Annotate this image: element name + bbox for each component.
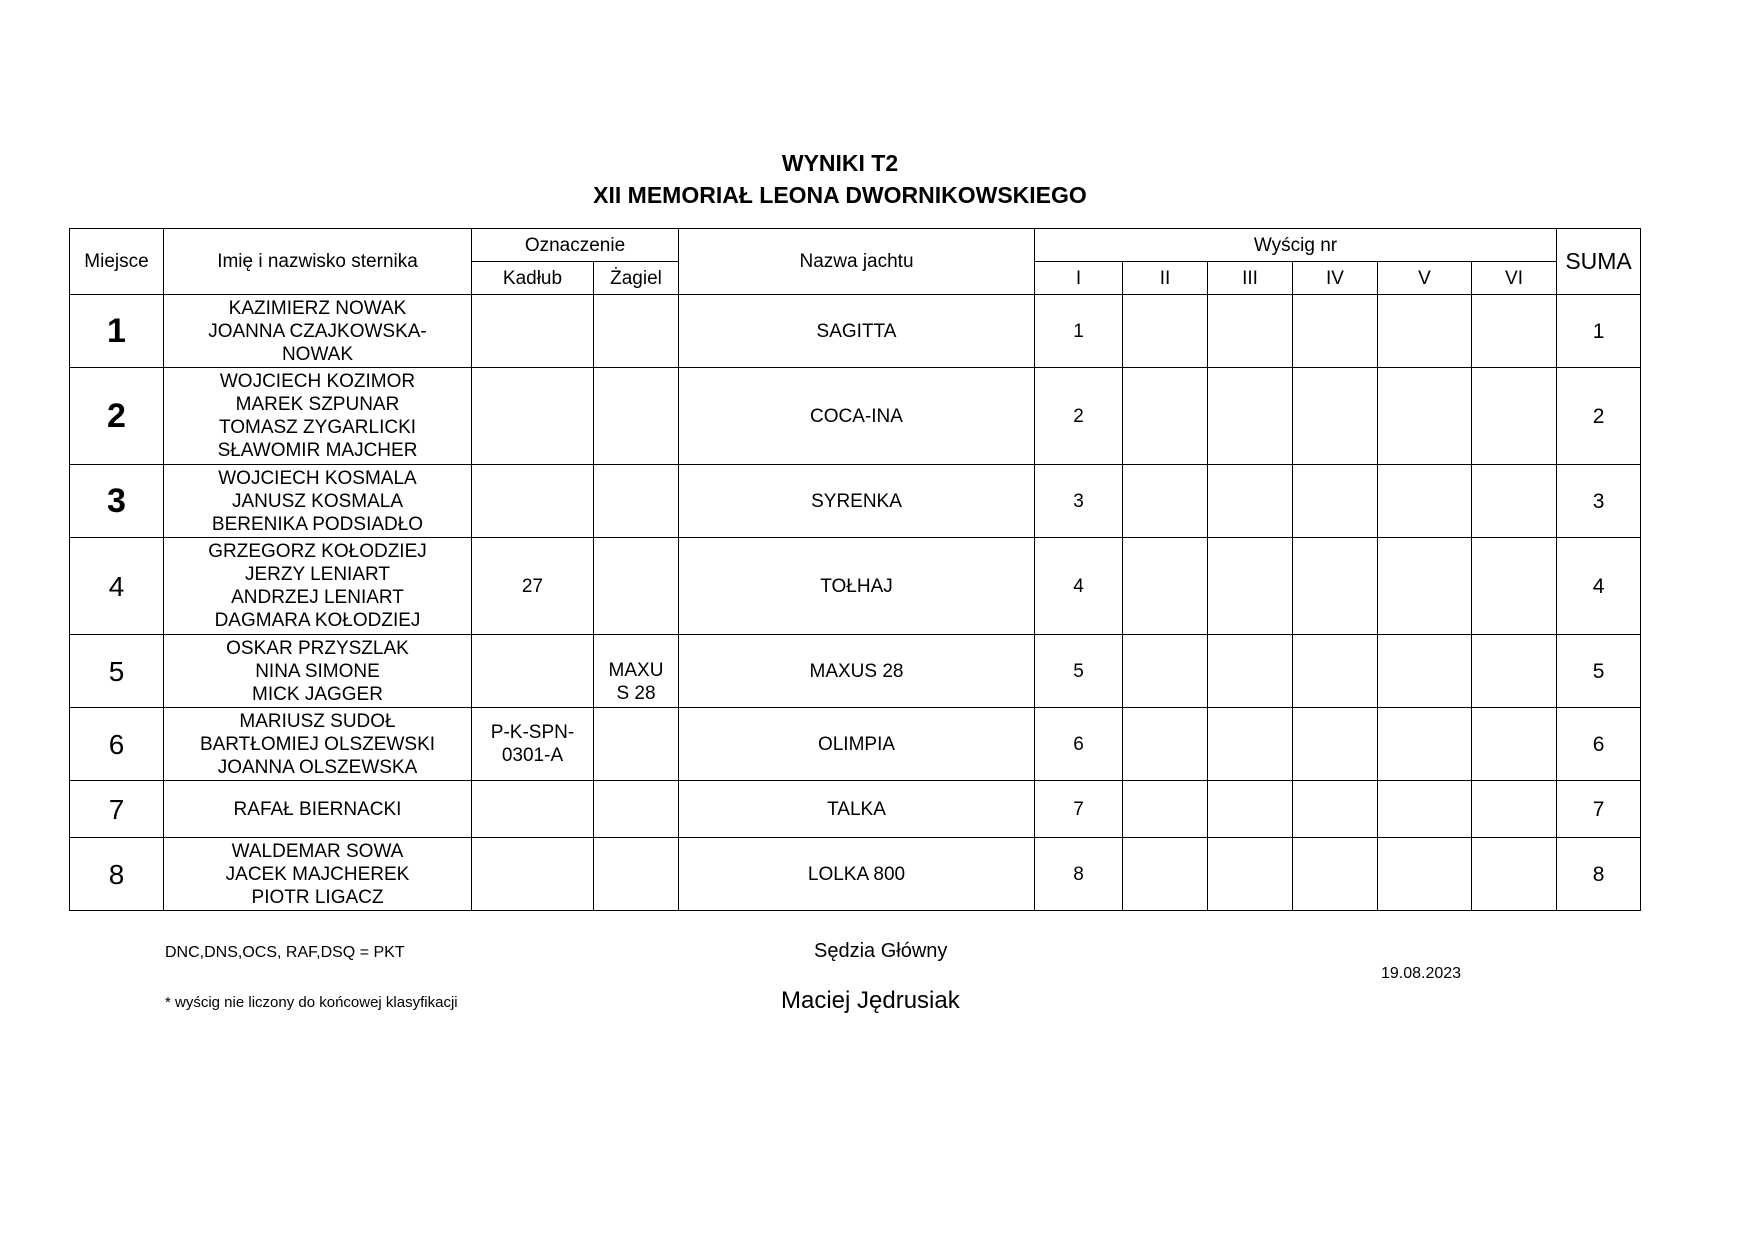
document-title: WYNIKI T2 — [781, 150, 899, 176]
table-row — [70, 368, 1641, 465]
race-cell — [1293, 838, 1378, 911]
place-cell: 4 — [70, 538, 164, 635]
document-date: 19.08.2023 — [1381, 965, 1462, 982]
race-cell — [1293, 368, 1378, 465]
race-cell — [1293, 295, 1378, 368]
judge-title: Sędzia Główny — [814, 940, 948, 962]
sum-cell: 7 — [1557, 781, 1641, 838]
race-cell — [1472, 465, 1557, 538]
hull-cell: P-K-SPN- 0301-A — [472, 708, 594, 781]
crew-cell: GRZEGORZ KOŁODZIEJ JERZY LENIART ANDRZEJ LENIART DAGMARA KOŁODZIEJ — [164, 538, 472, 635]
header-race-1: I — [1035, 262, 1123, 295]
race-cell: 3 — [1035, 465, 1123, 538]
hull-cell — [472, 635, 594, 708]
yacht-cell: LOLKA 800 — [679, 838, 1035, 911]
place-cell: 2 — [70, 368, 164, 465]
race-cell: 8 — [1035, 838, 1123, 911]
header-race-3: III — [1208, 262, 1293, 295]
header-race-2: II — [1123, 262, 1208, 295]
race-cell — [1123, 635, 1208, 708]
race-cell — [1208, 538, 1293, 635]
header-race-4: IV — [1293, 262, 1378, 295]
race-cell — [1378, 708, 1472, 781]
yacht-cell: SYRENKA — [679, 465, 1035, 538]
race-cell — [1472, 635, 1557, 708]
race-cell — [1378, 838, 1472, 911]
sail-cell: MAXU S 28 — [594, 635, 679, 708]
hull-cell — [472, 781, 594, 838]
crew-cell: KAZIMIERZ NOWAK JOANNA CZAJKOWSKA- NOWAK — [164, 295, 472, 368]
yacht-cell: SAGITTA — [679, 295, 1035, 368]
race-cell — [1378, 781, 1472, 838]
race-cell — [1472, 295, 1557, 368]
yacht-cell: MAXUS 28 — [679, 635, 1035, 708]
race-cell — [1208, 635, 1293, 708]
penalty-legend: DNC,DNS,OCS, RAF,DSQ = PKT — [165, 944, 405, 961]
hull-cell — [472, 368, 594, 465]
header-row-1 — [70, 229, 1641, 262]
race-cell — [1472, 708, 1557, 781]
race-cell — [1208, 465, 1293, 538]
race-cell — [1123, 295, 1208, 368]
hull-cell: 27 — [472, 538, 594, 635]
header-marking: Oznaczenie — [472, 229, 679, 262]
sum-cell: 5 — [1557, 635, 1641, 708]
place-cell: 6 — [70, 708, 164, 781]
document-subtitle: XII MEMORIAŁ LEONA DWORNIKOWSKIEGO — [593, 182, 1087, 208]
crew-cell: WOJCIECH KOZIMOR MAREK SZPUNAR TOMASZ ZYGARLICKI SŁAWOMIR MAJCHER — [164, 368, 472, 465]
header-race-6: VI — [1472, 262, 1557, 295]
table-row — [70, 295, 1641, 368]
race-cell: 2 — [1035, 368, 1123, 465]
crew-cell: OSKAR PRZYSZLAK NINA SIMONE MICK JAGGER — [164, 635, 472, 708]
sum-cell: 3 — [1557, 465, 1641, 538]
header-race-5: V — [1378, 262, 1472, 295]
crew-cell: MARIUSZ SUDOŁ BARTŁOMIEJ OLSZEWSKI JOANNA OLSZEWSKA — [164, 708, 472, 781]
race-cell: 7 — [1035, 781, 1123, 838]
results-table — [69, 228, 1641, 911]
race-cell — [1293, 781, 1378, 838]
hull-cell — [472, 295, 594, 368]
header-hull: Kadłub — [472, 262, 594, 295]
race-cell: 4 — [1035, 538, 1123, 635]
sail-cell — [594, 538, 679, 635]
table-row — [70, 781, 1641, 838]
sail-cell — [594, 465, 679, 538]
yacht-cell: COCA-INA — [679, 368, 1035, 465]
sum-cell: 2 — [1557, 368, 1641, 465]
race-cell — [1472, 781, 1557, 838]
race-cell — [1208, 708, 1293, 781]
race-cell — [1208, 781, 1293, 838]
hull-cell — [472, 465, 594, 538]
sail-cell — [594, 368, 679, 465]
header-race: Wyścig nr — [1035, 229, 1557, 262]
yacht-cell: OLIMPIA — [679, 708, 1035, 781]
race-cell — [1378, 465, 1472, 538]
table-row — [70, 635, 1641, 708]
race-cell — [1378, 635, 1472, 708]
place-cell: 3 — [70, 465, 164, 538]
sum-cell: 4 — [1557, 538, 1641, 635]
sum-cell: 6 — [1557, 708, 1641, 781]
sum-cell: 1 — [1557, 295, 1641, 368]
place-cell: 1 — [70, 295, 164, 368]
place-cell: 7 — [70, 781, 164, 838]
race-cell — [1472, 368, 1557, 465]
race-cell — [1293, 708, 1378, 781]
judge-name: Maciej Jędrusiak — [781, 987, 960, 1014]
race-cell — [1472, 838, 1557, 911]
crew-cell: WALDEMAR SOWA JACEK MAJCHEREK PIOTR LIGACZ — [164, 838, 472, 911]
race-cell: 5 — [1035, 635, 1123, 708]
table-row — [70, 538, 1641, 635]
race-cell: 6 — [1035, 708, 1123, 781]
race-cell — [1123, 538, 1208, 635]
crew-cell: WOJCIECH KOSMALA JANUSZ KOSMALA BERENIKA PODSIADŁO — [164, 465, 472, 538]
race-cell — [1378, 538, 1472, 635]
place-cell: 8 — [70, 838, 164, 911]
hull-cell — [472, 838, 594, 911]
race-cell — [1378, 368, 1472, 465]
race-cell — [1123, 838, 1208, 911]
yacht-cell: TALKA — [679, 781, 1035, 838]
footnote: * wyścig nie liczony do końcowej klasyfikacji — [165, 994, 458, 1011]
race-cell — [1123, 465, 1208, 538]
header-sum: SUMA — [1557, 229, 1641, 295]
place-cell: 5 — [70, 635, 164, 708]
race-cell: 1 — [1035, 295, 1123, 368]
header-yacht: Nazwa jachtu — [679, 229, 1035, 295]
sail-cell — [594, 781, 679, 838]
crew-cell: RAFAŁ BIERNACKI — [164, 781, 472, 838]
race-cell — [1123, 781, 1208, 838]
header-place: Miejsce — [70, 229, 164, 295]
sum-cell: 8 — [1557, 838, 1641, 911]
yacht-cell: TOŁHAJ — [679, 538, 1035, 635]
race-cell — [1293, 635, 1378, 708]
header-helmsman: Imię i nazwisko sternika — [164, 229, 472, 295]
race-cell — [1123, 708, 1208, 781]
race-cell — [1472, 538, 1557, 635]
race-cell — [1123, 368, 1208, 465]
header-sail: Żagiel — [594, 262, 679, 295]
sail-cell — [594, 295, 679, 368]
race-cell — [1208, 838, 1293, 911]
race-cell — [1293, 538, 1378, 635]
race-cell — [1208, 368, 1293, 465]
race-cell — [1293, 465, 1378, 538]
table-row — [70, 708, 1641, 781]
sail-cell — [594, 838, 679, 911]
race-cell — [1378, 295, 1472, 368]
race-cell — [1208, 295, 1293, 368]
table-row — [70, 465, 1641, 538]
table-row — [70, 838, 1641, 911]
sail-cell — [594, 708, 679, 781]
